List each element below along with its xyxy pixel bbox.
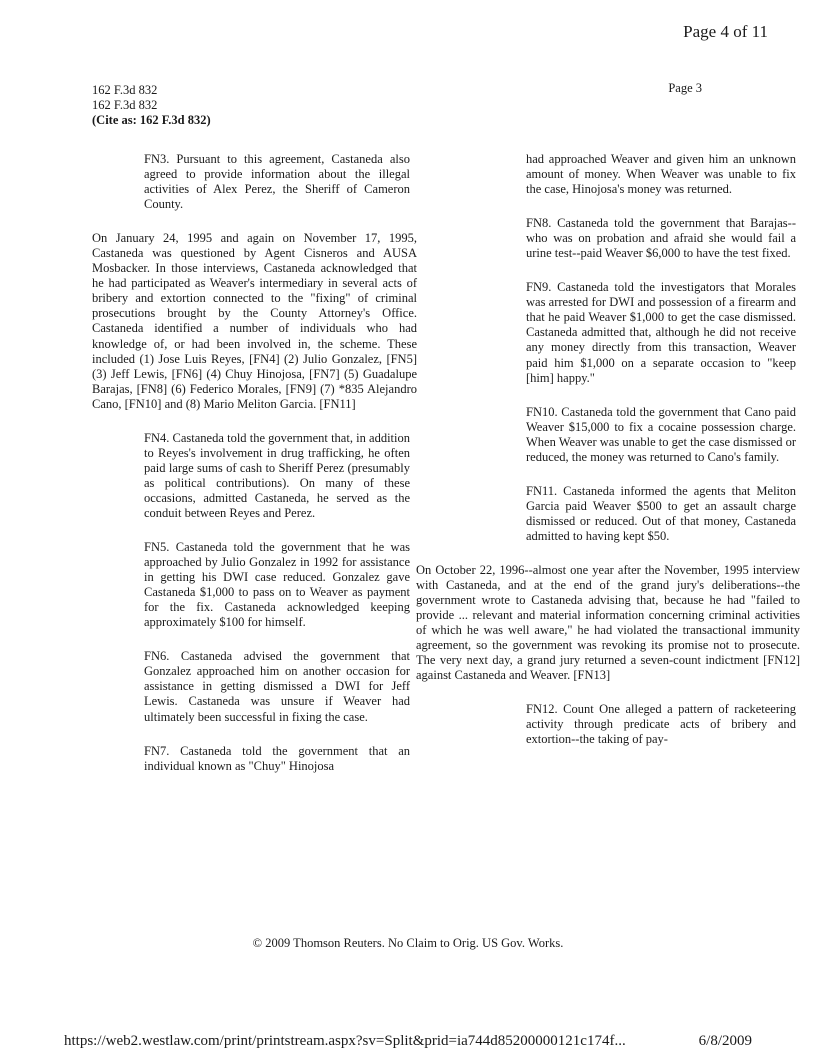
page-count: Page 4 of 11	[683, 22, 768, 41]
page-number: Page 3	[668, 81, 702, 95]
citation-line-2: 162 F.3d 832	[92, 98, 158, 112]
copyright-notice: © 2009 Thomson Reuters. No Claim to Orig. US Gov. Works.	[252, 936, 564, 950]
body-paragraph: On January 24, 1995 and again on November 17, 1995, Castaneda was questioned by Agent Cisneros and AUSA Mosbacker. In those interviews, Castaneda acknowledged that he had participated as Weaver's intermediary in several acts of bribery and extortion connected to the "fixing" of criminal prosecutions brought by the County Attorney's Office. Castaneda identified a number of individuals who had knowledge of, or had been involved in, the scheme. These included (1) Jose Luis Reyes, [FN4] (2) Julio Gonzalez, [FN5] (3) Jeff Lewis, [FN6] (4) Chuy Hinojosa, [FN7] (5) Guadalupe Barajas, [FN8] (6) Federico Morales, [FN9] (7) *835 Alejandro Cano, [FN10] and (8) Mario Meliton Garcia. [FN11]	[92, 231, 417, 411]
footer-url: https://web2.westlaw.com/print/printstream.aspx?sv=Split&prid=ia744d85200000121c174f...	[64, 1033, 626, 1049]
footnote-fn10: FN10. Castaneda told the government that Cano paid Weaver $15,000 to fix a cocaine possession charge. When Weaver was unable to get the case dismissed or reduced, the money was returned to Cano's family.	[526, 404, 796, 464]
footnote-fn5: FN5. Castaneda told the government that he was approached by Julio Gonzalez in 1992 for assistance in getting his DWI case reduced. Gonzalez gave Castaneda $1,000 to pass on to Weaver as payment for the fix. Castaneda acknowledged keeping approximately $100 for himself.	[144, 540, 410, 630]
cite-as-line: (Cite as: 162 F.3d 832)	[92, 113, 211, 127]
footnote-fn3: FN3. Pursuant to this agreement, Castaneda also agreed to provide information about the illegal activities of Alex Perez, the Sheriff of Cameron County.	[144, 152, 410, 212]
footnote-fn8: FN8. Castaneda told the government that Barajas--who was on probation and afraid she would fail a urine test--paid Weaver $6,000 to have the test fixed.	[526, 216, 796, 261]
citation-header	[92, 83, 211, 128]
footnote-fn11: FN11. Castaneda informed the agents that Meliton Garcia paid Weaver $500 to get an assault charge dismissed or reduced. Out of that money, Castaneda admitted to having kept $50.	[526, 483, 796, 543]
right-column	[416, 152, 800, 748]
footnote-fn6: FN6. Castaneda advised the government that Gonzalez approached him on another occasion for assistance in getting dismissed a DWI for Jeff Lewis. Castaneda was unsure if Weaver had ultimately been successful in fixing the case.	[144, 649, 410, 724]
body-paragraph: On October 22, 1996--almost one year after the November, 1995 interview with Castaneda, and at the end of the grand jury's deliberations--the government wrote to Castaneda advising that, because he had "failed to provide ... relevant and material information concerning criminal activities of which he was well aware," he had violated the transactional immunity agreement, so the government was revoking its promise not to prosecute. The very next day, a grand jury returned a seven-count indictment [FN12] against Castaneda and Weaver. [FN13]	[416, 562, 800, 683]
citation-line-1: 162 F.3d 832	[92, 83, 158, 97]
footnote-fn4: FN4. Castaneda told the government that, in addition to Reyes's involvement in drug trafficking, he often paid large sums of cash to Sheriff Perez (presumably as political contributions). On many of these occasions, admitted Castaneda, he served as the conduit between Reyes and Perez.	[144, 430, 410, 520]
footer-date: 6/8/2009	[698, 1033, 752, 1049]
footnote-fn12: FN12. Count One alleged a pattern of racketeering activity through predicate acts of bribery and extortion--the taking of pay-	[526, 702, 796, 747]
footnote-fn7: FN7. Castaneda told the government that an individual known as "Chuy" Hinojosa	[144, 743, 410, 773]
footnote-fn7-continued: had approached Weaver and given him an unknown amount of money. When Weaver was unable to fix the case, Hinojosa's money was returned.	[526, 152, 796, 197]
left-column	[92, 152, 417, 774]
footnote-fn9: FN9. Castaneda told the investigators that Morales was arrested for DWI and possession of a firearm and that he paid Weaver $1,000 to get the case dismissed. Castaneda admitted that, although he did not receive any money directly from this transaction, Weaver paid him $1,000 on a separate occasion to "keep [him] happy."	[526, 280, 796, 385]
